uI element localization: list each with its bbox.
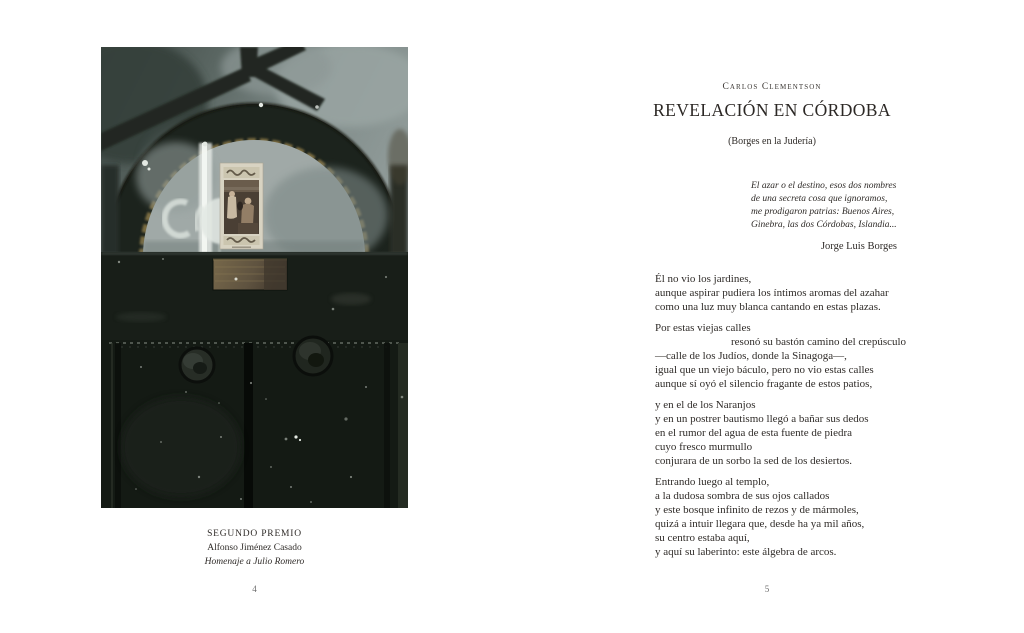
poem-line: y en el de los Naranjos xyxy=(655,399,756,411)
poem-line: —calle de los Judíos, donde la Sinagoga—, xyxy=(655,350,847,362)
poem-line: Entrando luego al templo, xyxy=(655,476,770,488)
poem-line: resonó su bastón camino del crepúsculo xyxy=(731,336,907,348)
poem-line: y en un postrer bautismo llegó a bañar sus dedos xyxy=(655,413,869,425)
poem-line: aunque sí oyó el silencio fragante de estos patios, xyxy=(655,378,873,390)
poem-subtitle: (Borges en la Judería) xyxy=(728,136,816,147)
postcard xyxy=(220,163,263,249)
poem-line: aunque aspirar pudiera los íntimos aromas del azahar xyxy=(655,287,889,299)
caption-award: SEGUNDO PREMIO xyxy=(207,529,302,539)
page-number-left: 4 xyxy=(252,584,257,594)
poem-line: conjurara de un sorbo la sed de los desiertos. xyxy=(655,455,853,467)
epigraph-lines xyxy=(751,180,921,232)
poem-stanza xyxy=(655,272,945,314)
photo-caption xyxy=(101,527,408,569)
caption-author: Alfonso Jiménez Casado xyxy=(207,543,302,553)
epigraph-line: El azar o el destino, esos dos nombres xyxy=(751,181,897,191)
page-number-right: 5 xyxy=(764,584,770,594)
wood-plaque xyxy=(213,259,287,291)
caption-work-title: Homenaje a Julio Romero xyxy=(204,557,305,567)
door-photograph xyxy=(101,47,408,508)
poem-stanza xyxy=(655,321,945,391)
poem-stanza xyxy=(655,398,945,468)
poem-line: Él no vio los jardines, xyxy=(655,273,752,285)
poem-line: a la dudosa sombra de sus ojos callados xyxy=(655,490,830,502)
poem-title: REVELACIÓN EN CÓRDOBA xyxy=(653,100,891,120)
poem-line: como una luz muy blanca cantando en estas plazas. xyxy=(655,301,881,313)
poem-stanza xyxy=(655,475,945,559)
left-door-knot xyxy=(180,348,214,382)
poem-body xyxy=(655,272,945,566)
epigraph-line: me prodigaron patrias: Buenos Aires, xyxy=(751,207,895,217)
epigraph-attribution: Jorge Luis Borges xyxy=(820,241,897,252)
poem-author: Carlos Clementson xyxy=(722,82,822,92)
door-photo-svg xyxy=(101,47,408,508)
door-panels xyxy=(101,337,408,508)
poem-line: igual que un viejo báculo, pero no vio estas calles xyxy=(655,364,874,376)
poem-line: y aquí su laberinto: este álgebra de arcos. xyxy=(655,546,837,558)
right-door-knot xyxy=(294,337,332,375)
poem-line: quizá a intuir llegara que, desde ha ya mil años, xyxy=(655,518,865,530)
poem-line: su centro estaba aquí, xyxy=(655,532,750,544)
door-beam xyxy=(101,252,408,340)
epigraph-line: de una secreta cosa que ignoramos, xyxy=(751,194,888,204)
poem-line: Por estas viejas calles xyxy=(655,322,751,334)
poem-line: y este bosque infinito de rezos y de mármoles, xyxy=(655,504,859,516)
poem-line: cuyo fresco murmullo xyxy=(655,441,753,453)
epigraph-line: Ginebra, las dos Córdobas, Islandia... xyxy=(751,220,897,230)
poem-line: en el rumor del agua de esta fuente de piedra xyxy=(655,427,852,439)
